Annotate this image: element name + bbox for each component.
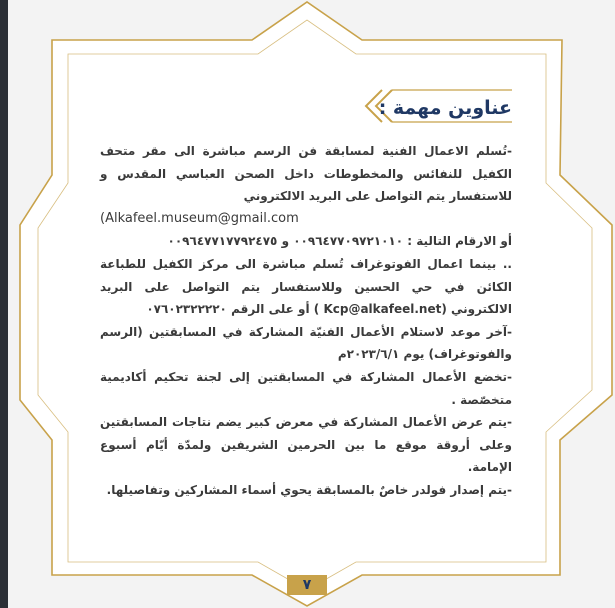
section-heading: عناوين مهمة :: [378, 97, 512, 119]
paragraph-folder: -يتم إصدار فولدر خاصٌ بالمسابقة يحوي أسماء المشاركين وتفاصيلها.: [106, 482, 512, 497]
page-number: ٧: [287, 575, 327, 595]
paragraph-deadline: -آخر موعد لاستلام الأعمال الفنيّة المشاركة في المسابقتين (الرسم والفوتوغراف) يوم ٢٠٢٣/٦/١م: [100, 324, 512, 362]
paragraph-email: (Alkafeel.museum@gmail.com: [100, 210, 299, 226]
left-edge-band: [0, 0, 8, 608]
body-text: [100, 140, 512, 502]
paragraph-submission: -تُسلم الاعمال الفنية لمسابقة فن الرسم مباشرة الى مقر متحف الكفيل للنفائس والمخطوطات داخل الصحن العباسي المقدس و للاستفسار يتم التواصل على البريد الالكتروني: [100, 144, 512, 204]
paragraph-photography: .. بينما اعمال الفوتوغراف تُسلم مباشرة الى مركز الكفيل للطباعة الكائن في حي الحسين وللاستفسار يتم التواصل على البريد الالكتروني (Kcp@alkafeel.net ) أو على الرقم ٠٧٦٠٢٣٢٢٢٢٠: [100, 256, 512, 317]
paragraph-jury: -تخضع الأعمال المشاركة في المسابقتين إلى لجنة تحكيم أكاديمية متخصّصة .: [100, 369, 512, 407]
paragraph-exhibition: -يتم عرض الأعمال المشاركة في معرض كبير يضم نتاجات المسابقتين وعلى أروقة موقع ما بين الحرمين الشريفين ولمدّة أيّام أسبوع الإمامة.: [100, 415, 512, 475]
paragraph-phone-numbers: أو الارقام التالية : ٠٠٩٦٤٧٧٠٩٧٢١٠١٠ و ٠٠٩٦٤٧٧١٧٧٩٢٤٧٥: [167, 234, 512, 249]
